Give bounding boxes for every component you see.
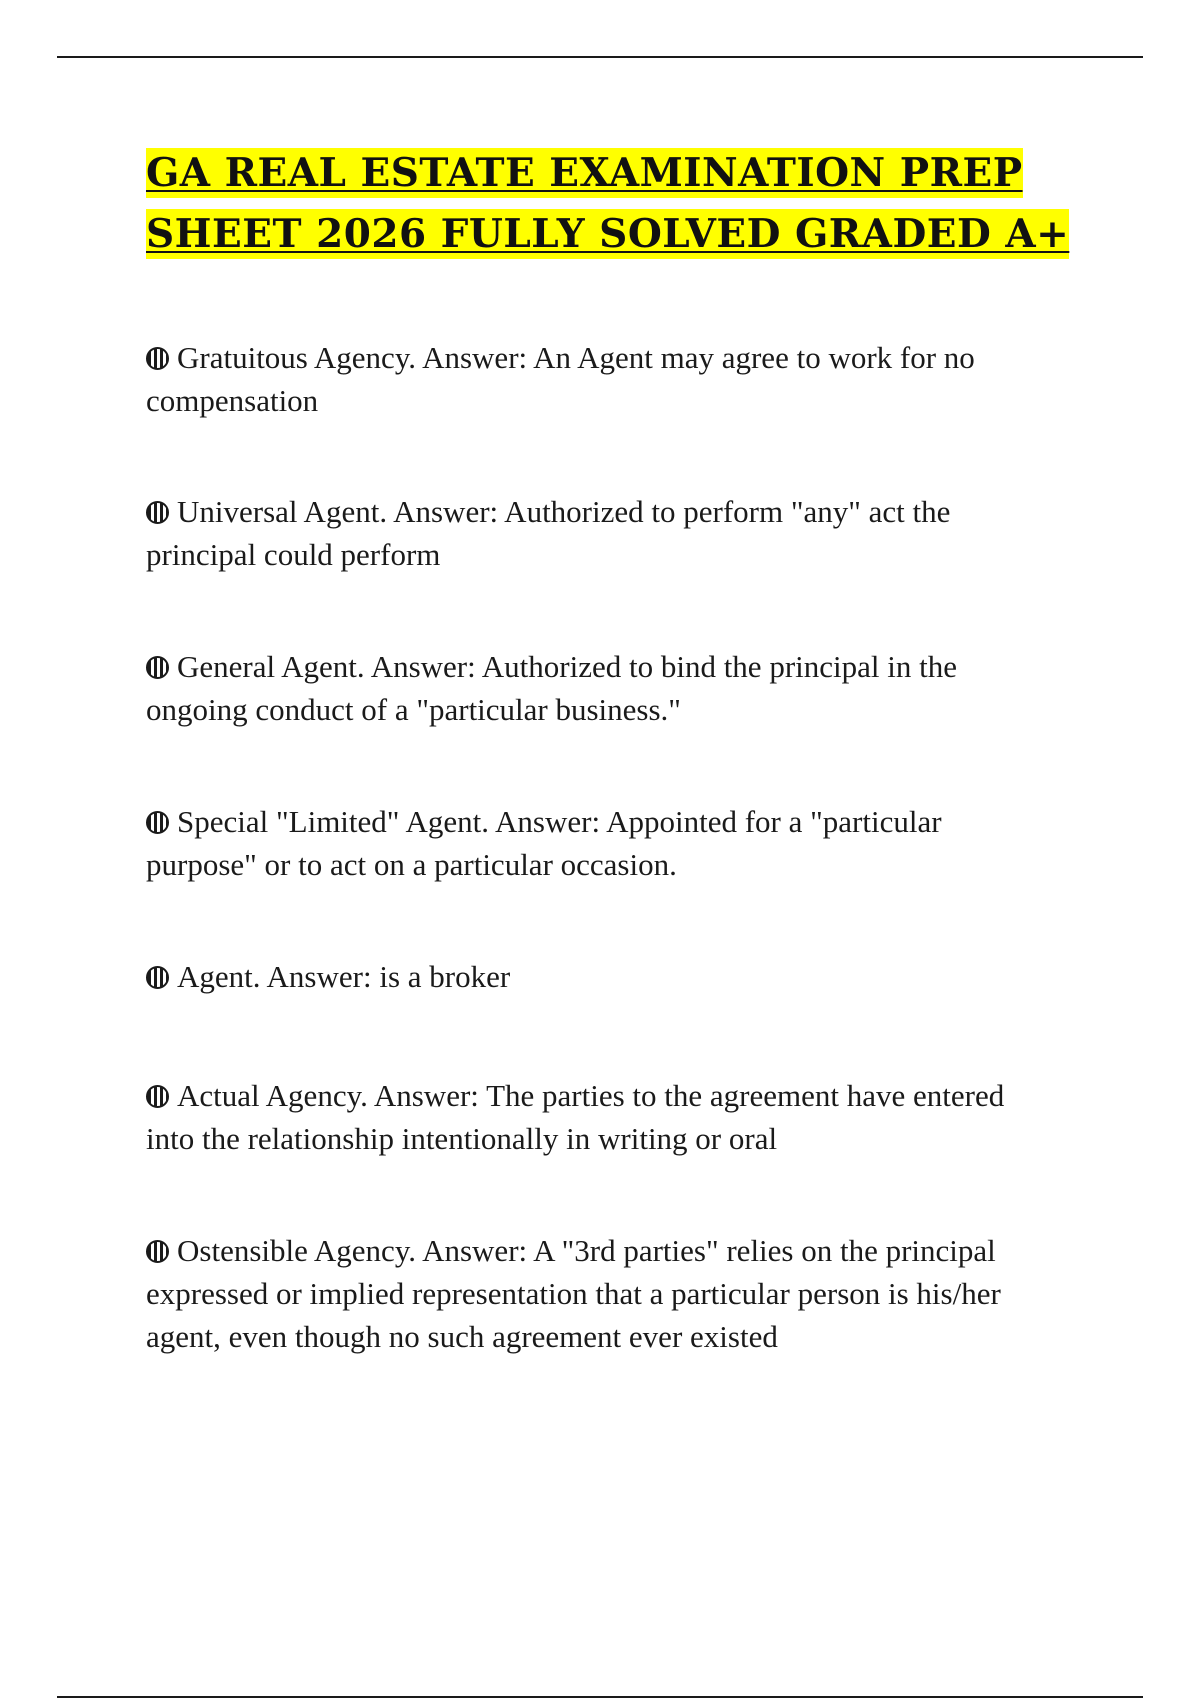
bullet-icon (146, 811, 169, 834)
qa-item-text: Special "Limited" Agent. Answer: Appointed for a "particular purpose" or to act on a particular occasion. (146, 804, 942, 882)
qa-item-universal-agent (146, 490, 1046, 576)
bottom-rule (57, 1696, 1143, 1698)
bullet-icon (146, 966, 169, 989)
bullet-icon (146, 656, 169, 679)
bullet-icon (146, 501, 169, 524)
qa-item-actual-agency (146, 1074, 1046, 1160)
bullet-icon (146, 1085, 169, 1108)
qa-list (146, 336, 1046, 1358)
qa-item-general-agent (146, 645, 1046, 731)
bullet-icon (146, 347, 169, 370)
qa-item-special-limited-agent (146, 800, 1046, 886)
document-title (146, 143, 1146, 265)
qa-item-text: Agent. Answer: is a broker (177, 959, 511, 994)
qa-item-text: Ostensible Agency. Answer: A "3rd parties" relies on the principal expressed or implied representation that a particular person is his/her agent, even though no such agreement ever existed (146, 1233, 1001, 1354)
top-rule (57, 56, 1143, 58)
qa-item-text: Gratuitous Agency. Answer: An Agent may agree to work for no compensation (146, 340, 975, 418)
qa-item-ostensible-agency (146, 1229, 1046, 1358)
title-highlight: GA REAL ESTATE EXAMINATION PREP SHEET 2026 FULLY SOLVED GRADED A+ (146, 150, 1070, 257)
qa-item-text: General Agent. Answer: Authorized to bind the principal in the ongoing conduct of a "particular business." (146, 649, 957, 727)
qa-item-agent (146, 955, 1046, 998)
bullet-icon (146, 1240, 169, 1263)
qa-item-text: Actual Agency. Answer: The parties to the agreement have entered into the relationship intentionally in writing or oral (146, 1078, 1005, 1156)
qa-item-text: Universal Agent. Answer: Authorized to perform "any" act the principal could perform (146, 494, 951, 572)
qa-item-gratuitous-agency (146, 336, 1046, 422)
